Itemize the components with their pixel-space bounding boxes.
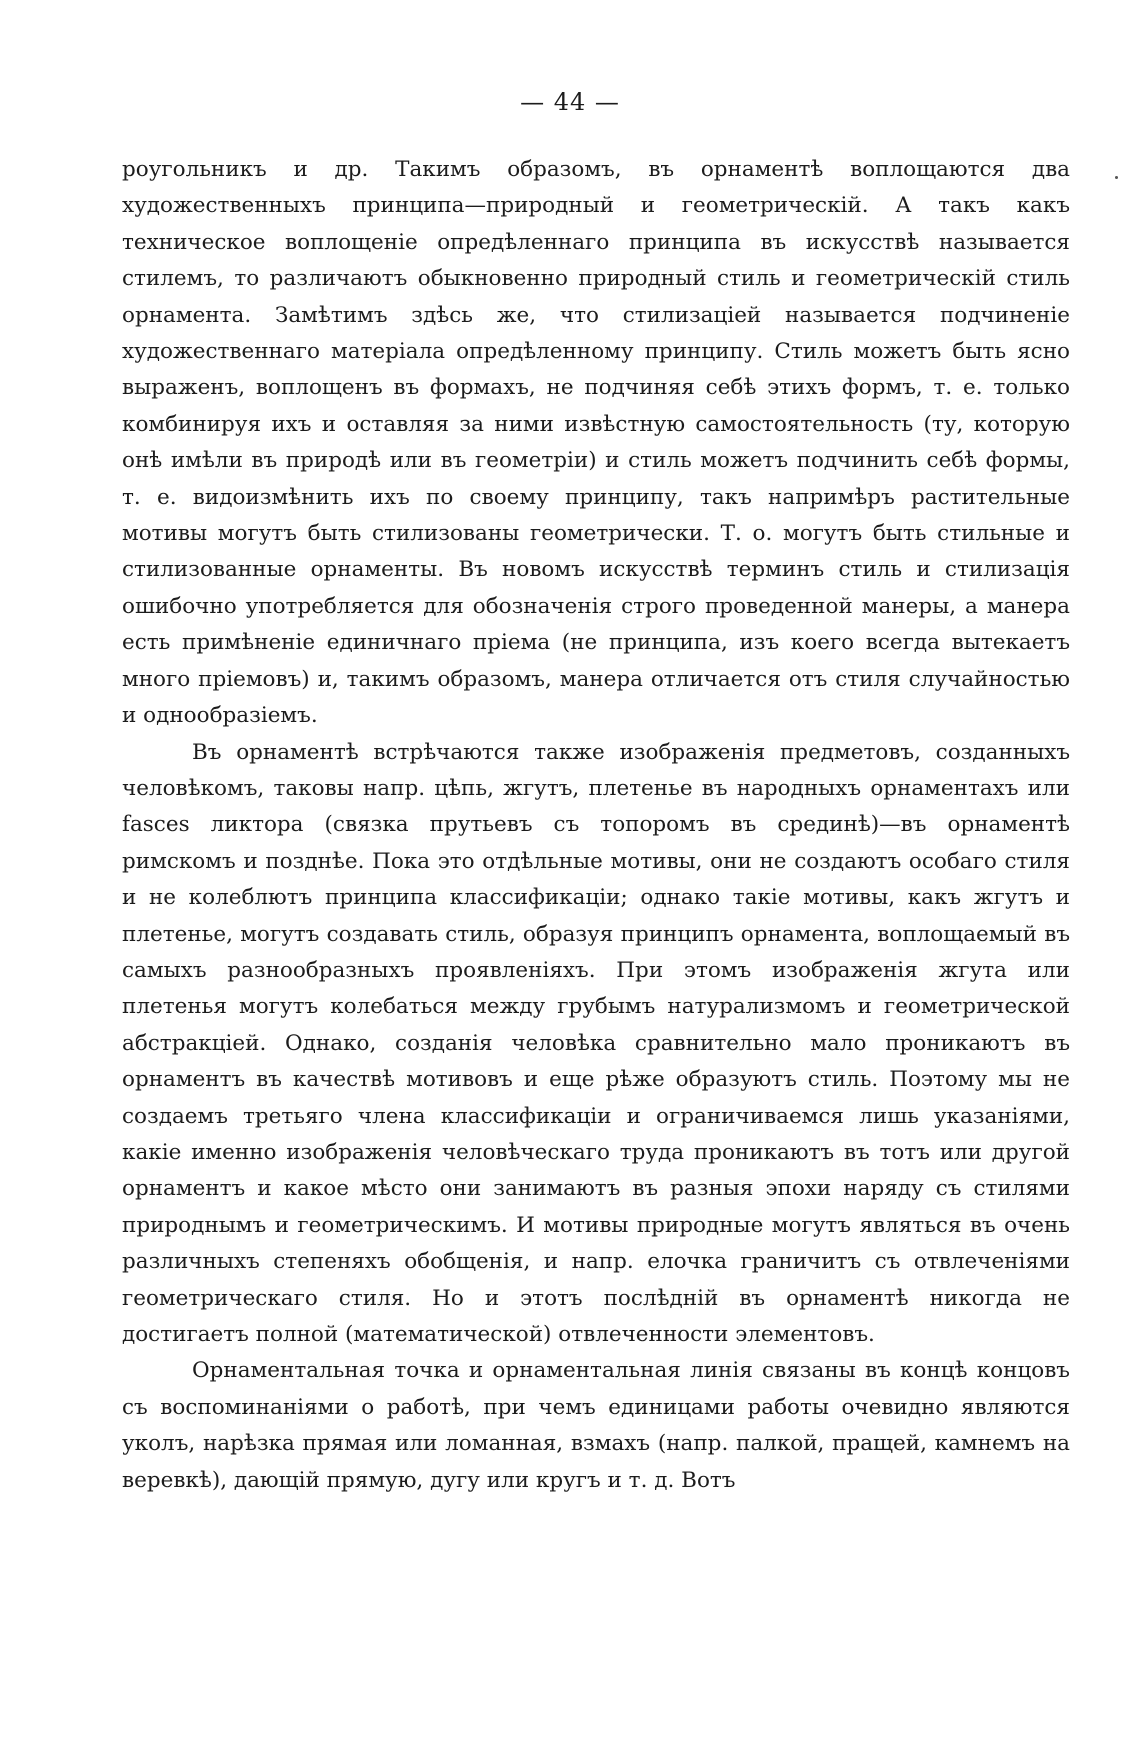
paragraph-ornamental-point-and-line: Орнаментальная точка и орнаментальная линія связаны въ концѣ концовъ съ воспоминаніями о работѣ, при чемъ единицами работы очевидно являются уколъ, нарѣзка прямая или ломанная, взмахъ (напр. палкой, пращей, камнемъ на веревкѣ), дающій прямую, дугу или кругъ и т. д. Вотъ bbox=[122, 1358, 1070, 1493]
page-number: — 44 — bbox=[520, 88, 620, 116]
ink-speck bbox=[1115, 176, 1118, 179]
paragraph-human-made-objects: Въ орнаментѣ встрѣчаются также изображенія предметовъ, созданныхъ человѣкомъ, таковы напр. цѣпь, жгутъ, плетенье въ народныхъ орнаментахъ или fasces ликтора (связка прутьевъ съ топоромъ въ срединѣ)—въ орнаментѣ римскомъ и позднѣе. Пока это отдѣльные мотивы, они не создаютъ особаго стиля и не колеблютъ принципа классификаціи; однако такіе мотивы, какъ жгутъ и плетенье, могутъ создавать стиль, образуя принципъ орнамента, воплощаемый въ самыхъ разнообразныхъ проявленіяхъ. При этомъ изображенія жгута или плетенья могутъ колебаться между грубымъ натурализмомъ и геометрической абстракціей. Однако, созданія человѣка сравнительно мало проникаютъ въ орнаментъ въ качествѣ мотивовъ и еще рѣже образуютъ стиль. Поэтому мы не создаемъ третьяго члена классификаціи и ограничиваемся лишь указаніями, какіе именно изображенія человѣческаго труда проникаютъ въ тотъ или другой орнаментъ и какое мѣсто они занимаютъ въ разныя эпохи наряду съ стилями природнымъ и геометрическимъ. И мотивы природные могутъ являться въ очень различныхъ степеняхъ обобщенія, и напр. елочка граничитъ съ отвлеченіями геометрическаго стиля. Но и этотъ послѣдній въ орнаментѣ никогда не достигаетъ полной (математической) отвлеченности элементовъ. bbox=[122, 739, 1070, 1347]
paragraph-continuation: роугольникъ и др. Такимъ образомъ, въ орнаментѣ воплощаются два художественныхъ принципа—природный и геометрическій. А такъ какъ техническое воплощеніе опредѣленнаго принципа въ искусствѣ называется стилемъ, то различаютъ обыкновенно природный стиль и геометрическій стиль орнамента. Замѣтимъ здѣсь же, что стилизаціей называется подчиненіе художественнаго матеріала опредѣленному принципу. Стиль можетъ быть ясно выраженъ, воплощенъ въ формахъ, не подчиняя себѣ этихъ формъ, т. е. только комбинируя ихъ и оставляя за ними извѣстную самостоятельность (ту, которую онѣ имѣли въ природѣ или въ геометріи) и стиль можетъ подчинить себѣ формы, т. е. видоизмѣнить ихъ по своему принципу, такъ напримѣръ растительные мотивы могутъ быть стилизованы геометрически. Т. о. могутъ быть стильные и стилизованные орнаменты. Въ новомъ искусствѣ терминъ стиль и стилизація ошибочно употребляется для обозначенія строго проведенной манеры, а манера есть примѣненіе единичнаго пріема (не принципа, изъ коего всегда вытекаетъ много пріемовъ) и, такимъ образомъ, манера отличается отъ стиля случайностью и однообразіемъ. bbox=[122, 157, 1070, 729]
page-body bbox=[122, 152, 1070, 1499]
